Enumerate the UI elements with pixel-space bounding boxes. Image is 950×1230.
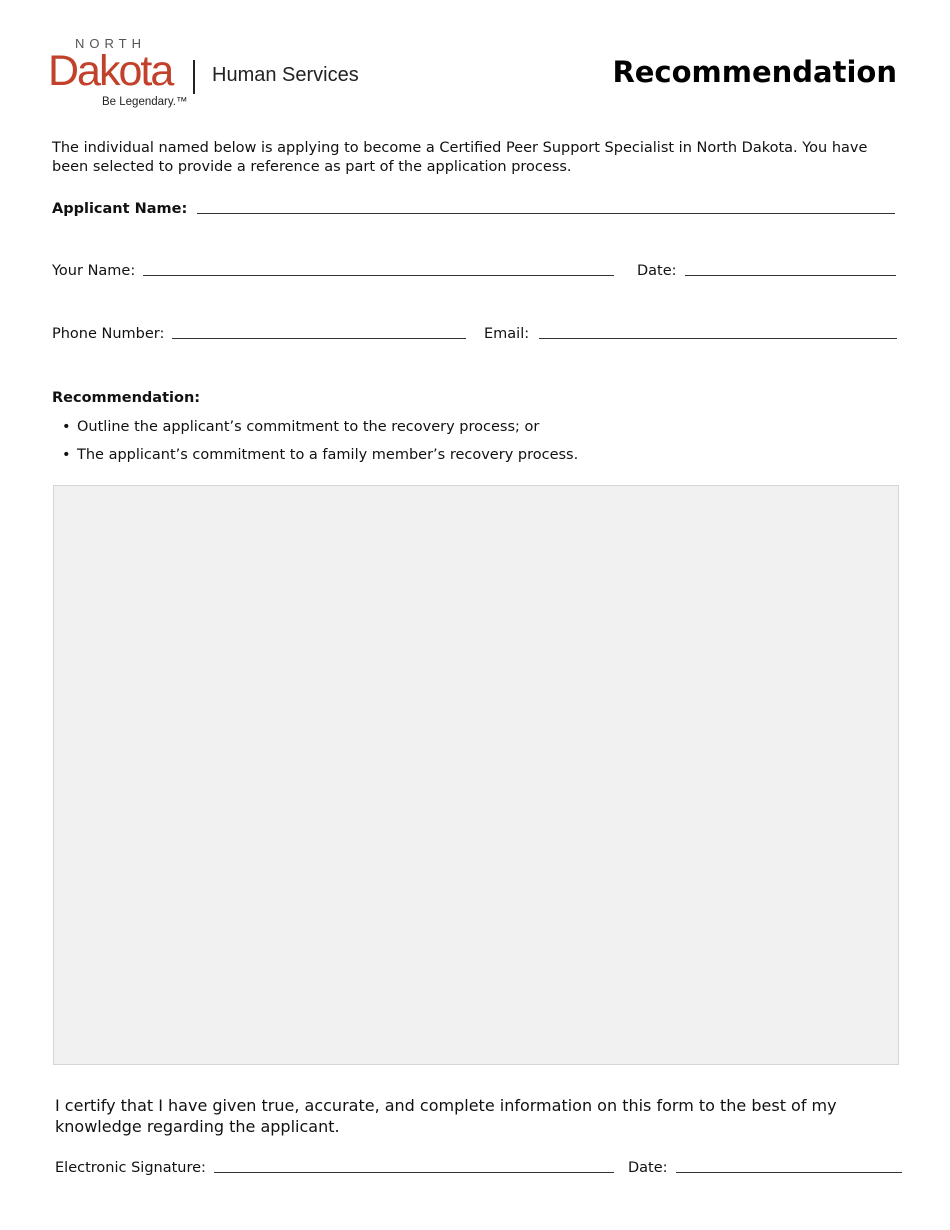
phone-number-label: Phone Number:	[52, 326, 165, 342]
your-name-field[interactable]	[143, 275, 614, 276]
recommendation-heading: Recommendation:	[52, 390, 201, 406]
signature-row	[55, 1160, 614, 1176]
list-item-text: Outline the applicant’s commitment to the recovery process; or	[77, 419, 540, 435]
logo-dakota-text: Dakota	[48, 47, 173, 95]
intro-paragraph: The individual named below is applying to become a Certified Peer Support Specialist in North Dakota. You have been selected to provide a reference as part of the application process.	[52, 140, 868, 175]
date-row	[637, 263, 896, 279]
list-item-text: The applicant’s commitment to a family member’s recovery process.	[77, 447, 579, 463]
logo-north-text: NORTH	[75, 36, 146, 51]
logo-department-text: Human Services	[212, 64, 359, 86]
recommendation-guidelines	[62, 417, 578, 473]
your-name-label: Your Name:	[52, 263, 136, 279]
email-field[interactable]	[539, 338, 897, 339]
north-dakota-logo	[48, 36, 368, 116]
email-row	[484, 326, 897, 342]
logo-tagline: Be Legendary.™	[102, 96, 188, 108]
date-field[interactable]	[685, 275, 896, 276]
date-label: Date:	[637, 263, 677, 279]
email-label: Email:	[484, 326, 530, 342]
phone-number-field[interactable]	[172, 338, 466, 339]
your-name-row	[52, 263, 614, 279]
signature-date-label: Date:	[628, 1160, 668, 1176]
certification-statement: I certify that I have given true, accurate, and complete information on this form to the best of my knowledge regarding the applicant.	[55, 1096, 837, 1136]
applicant-name-label: Applicant Name:	[52, 201, 188, 217]
logo-divider	[193, 60, 195, 94]
signature-date-row	[628, 1160, 902, 1176]
applicant-name-field[interactable]	[197, 213, 895, 214]
phone-number-row	[52, 326, 466, 342]
signature-label: Electronic Signature:	[55, 1160, 206, 1176]
signature-date-field[interactable]	[676, 1172, 902, 1173]
applicant-name-row	[52, 201, 895, 217]
recommendation-textarea[interactable]	[53, 485, 899, 1065]
signature-field[interactable]	[214, 1172, 614, 1173]
page-title: Recommendation	[612, 55, 897, 89]
list-item: • Outline the applicant’s commitment to the recovery process; or	[62, 419, 540, 435]
list-item: • The applicant’s commitment to a family member’s recovery process.	[62, 447, 579, 463]
